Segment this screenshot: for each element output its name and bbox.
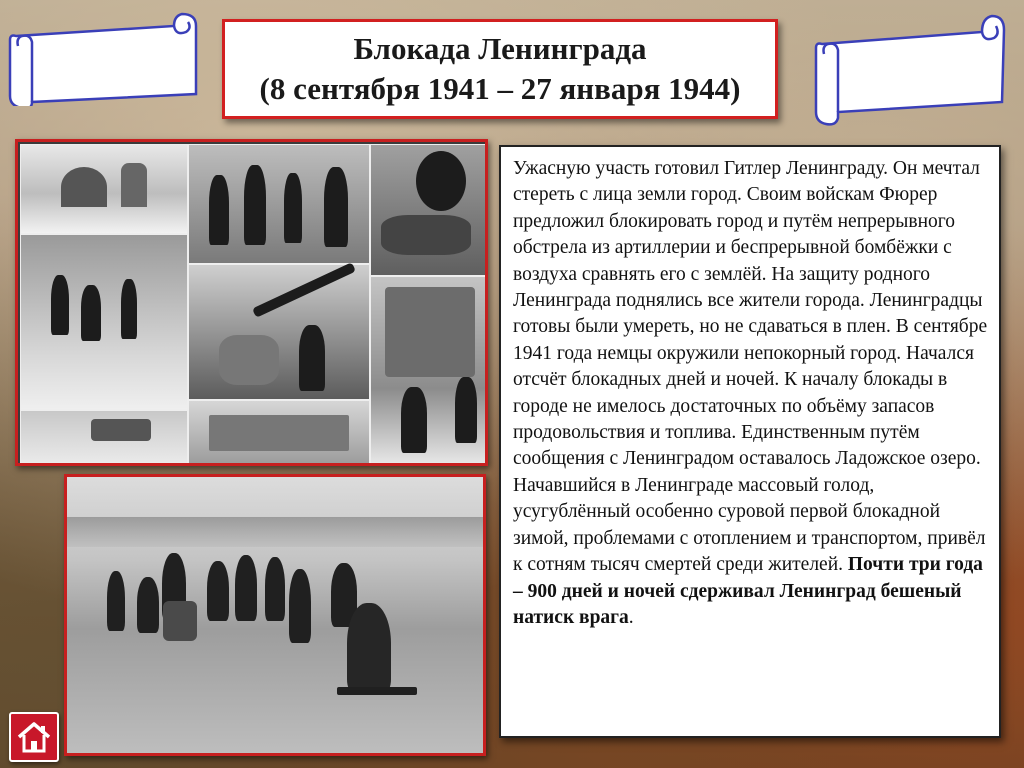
scroll-banner-left — [4, 6, 200, 106]
history-text-box — [499, 145, 1001, 738]
page-title: Блокада Ленинграда — [353, 31, 647, 66]
history-end-punctuation: . — [628, 606, 634, 628]
title-box — [222, 19, 778, 119]
photo-ruined-building — [370, 276, 487, 464]
scroll-banner-icon — [4, 6, 200, 106]
photo-water-collection — [64, 474, 486, 756]
scroll-banner-icon — [810, 8, 1006, 126]
scroll-banner-right — [810, 8, 1006, 126]
photo-people-street — [188, 144, 370, 264]
history-paragraph: Ужасную участь готовил Гитлер Ленинграду. Он мечтал стереть с лица земли город. Своим войскам Фюрер предложил блокировать город и путём непрерывного обстрела из артиллерии и беспрерывной бомбёжки с воздуха сравнять его с землёй. На защиту родного Ленинграда поднялись все жители города. Ленинградцы готовы были умереть, но не сдаваться в плен. В сентябре 1941 года немцы окружили непокорный город. Начался отсчёт блокадных дней и ночей. К началу блокады в городе не имелось достаточных по объёму запасов продовольствия и топлива. Единственным путём сообщения с Ленинградом оставалось Ладожское озеро. Начавшийся в Ленинграде массовый голод, усугублённый особенно суровой первой блокадной зимой, проблемами с отоплением и транспортом, привёл к сотням тысяч смертей среди жителей. — [513, 158, 988, 576]
history-conclusion-bold: Почти три года – 900 дней и ночей сдерживал Ленинград бешеный натиск врага — [513, 554, 983, 628]
page-subtitle-dates: (8 сентября 1941 – 27 января 1944) — [259, 71, 741, 106]
photo-collage — [15, 139, 488, 466]
photo-snow-road — [20, 410, 188, 464]
home-icon — [16, 720, 52, 754]
photo-anti-aircraft-gun — [188, 264, 370, 400]
photo-sick-people — [370, 144, 487, 276]
photo-city-view — [188, 400, 370, 464]
photo-cathedral — [20, 144, 188, 234]
photo-winter-workers — [20, 234, 188, 410]
home-button[interactable] — [9, 712, 59, 762]
